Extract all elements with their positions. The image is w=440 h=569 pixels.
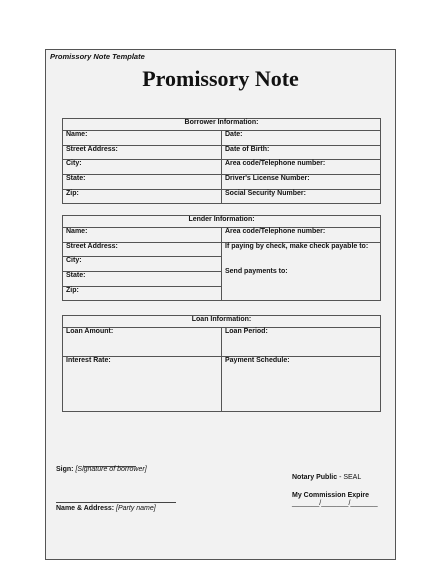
lender-payment-info[interactable]: [222, 242, 381, 301]
loan-period-field[interactable]: Loan Period:: [222, 328, 381, 357]
loan-header: Loan Information:: [63, 316, 381, 328]
interest-rate-field[interactable]: Interest Rate:: [63, 357, 222, 412]
lender-name-field[interactable]: Name:: [63, 228, 222, 243]
table-row: [63, 131, 381, 146]
lender-street-field[interactable]: Street Address:: [63, 242, 222, 257]
lender-state-field[interactable]: State:: [63, 272, 222, 287]
table-row: [63, 328, 381, 357]
lender-city-field[interactable]: City:: [63, 257, 222, 272]
sign-placeholder: [Signature of borrower]: [75, 466, 147, 473]
borrower-date-field[interactable]: Date:: [222, 131, 381, 146]
table-row: [63, 228, 381, 243]
page-title: Promissory Note: [142, 66, 299, 91]
borrower-license-field[interactable]: Driver's License Number:: [222, 175, 381, 190]
commission-label: My Commission Expire: [292, 492, 370, 499]
table-row: [63, 189, 381, 204]
lender-header: Lender Information:: [63, 216, 381, 228]
payment-schedule-field[interactable]: Payment Schedule:: [222, 357, 381, 412]
lender-table: [62, 215, 381, 301]
borrower-state-field[interactable]: State:: [63, 175, 222, 190]
lender-zip-field[interactable]: Zip:: [63, 286, 222, 301]
table-row: [63, 160, 381, 175]
check-payable-label: If paying by check, make check payable to:: [225, 242, 369, 250]
table-row: [63, 145, 381, 160]
sign-label: Sign: [Signature of borrower]: [56, 466, 147, 473]
name-address-line[interactable]: [56, 502, 176, 503]
borrower-header: Borrower Information:: [63, 119, 381, 131]
borrower-table: [62, 118, 381, 204]
table-row: [63, 242, 381, 257]
name-placeholder: [Party name]: [116, 505, 156, 512]
lender-phone-field[interactable]: Area code/Telephone number:: [222, 228, 381, 243]
loan-amount-field[interactable]: Loan Amount:: [63, 328, 222, 357]
borrower-phone-field[interactable]: Area code/Telephone number:: [222, 160, 381, 175]
borrower-dob-field[interactable]: Date of Birth:: [222, 145, 381, 160]
notary-label: Notary Public - SEAL: [292, 474, 362, 481]
template-label: Promissory Note Template: [50, 52, 145, 61]
send-payments-label: Send payments to:: [225, 267, 288, 275]
table-row: [63, 175, 381, 190]
name-address-label: Name & Address: [Party name]: [56, 505, 156, 512]
table-row: [63, 357, 381, 412]
borrower-city-field[interactable]: City:: [63, 160, 222, 175]
borrower-street-field[interactable]: Street Address:: [63, 145, 222, 160]
loan-table: [62, 315, 381, 412]
borrower-zip-field[interactable]: Zip:: [63, 189, 222, 204]
borrower-name-field[interactable]: Name:: [63, 131, 222, 146]
document-page: [45, 49, 396, 560]
seal-label: - SEAL: [337, 474, 362, 481]
commission-date-blank[interactable]: _______/_______/_______: [292, 500, 378, 507]
borrower-ssn-field[interactable]: Social Security Number:: [222, 189, 381, 204]
